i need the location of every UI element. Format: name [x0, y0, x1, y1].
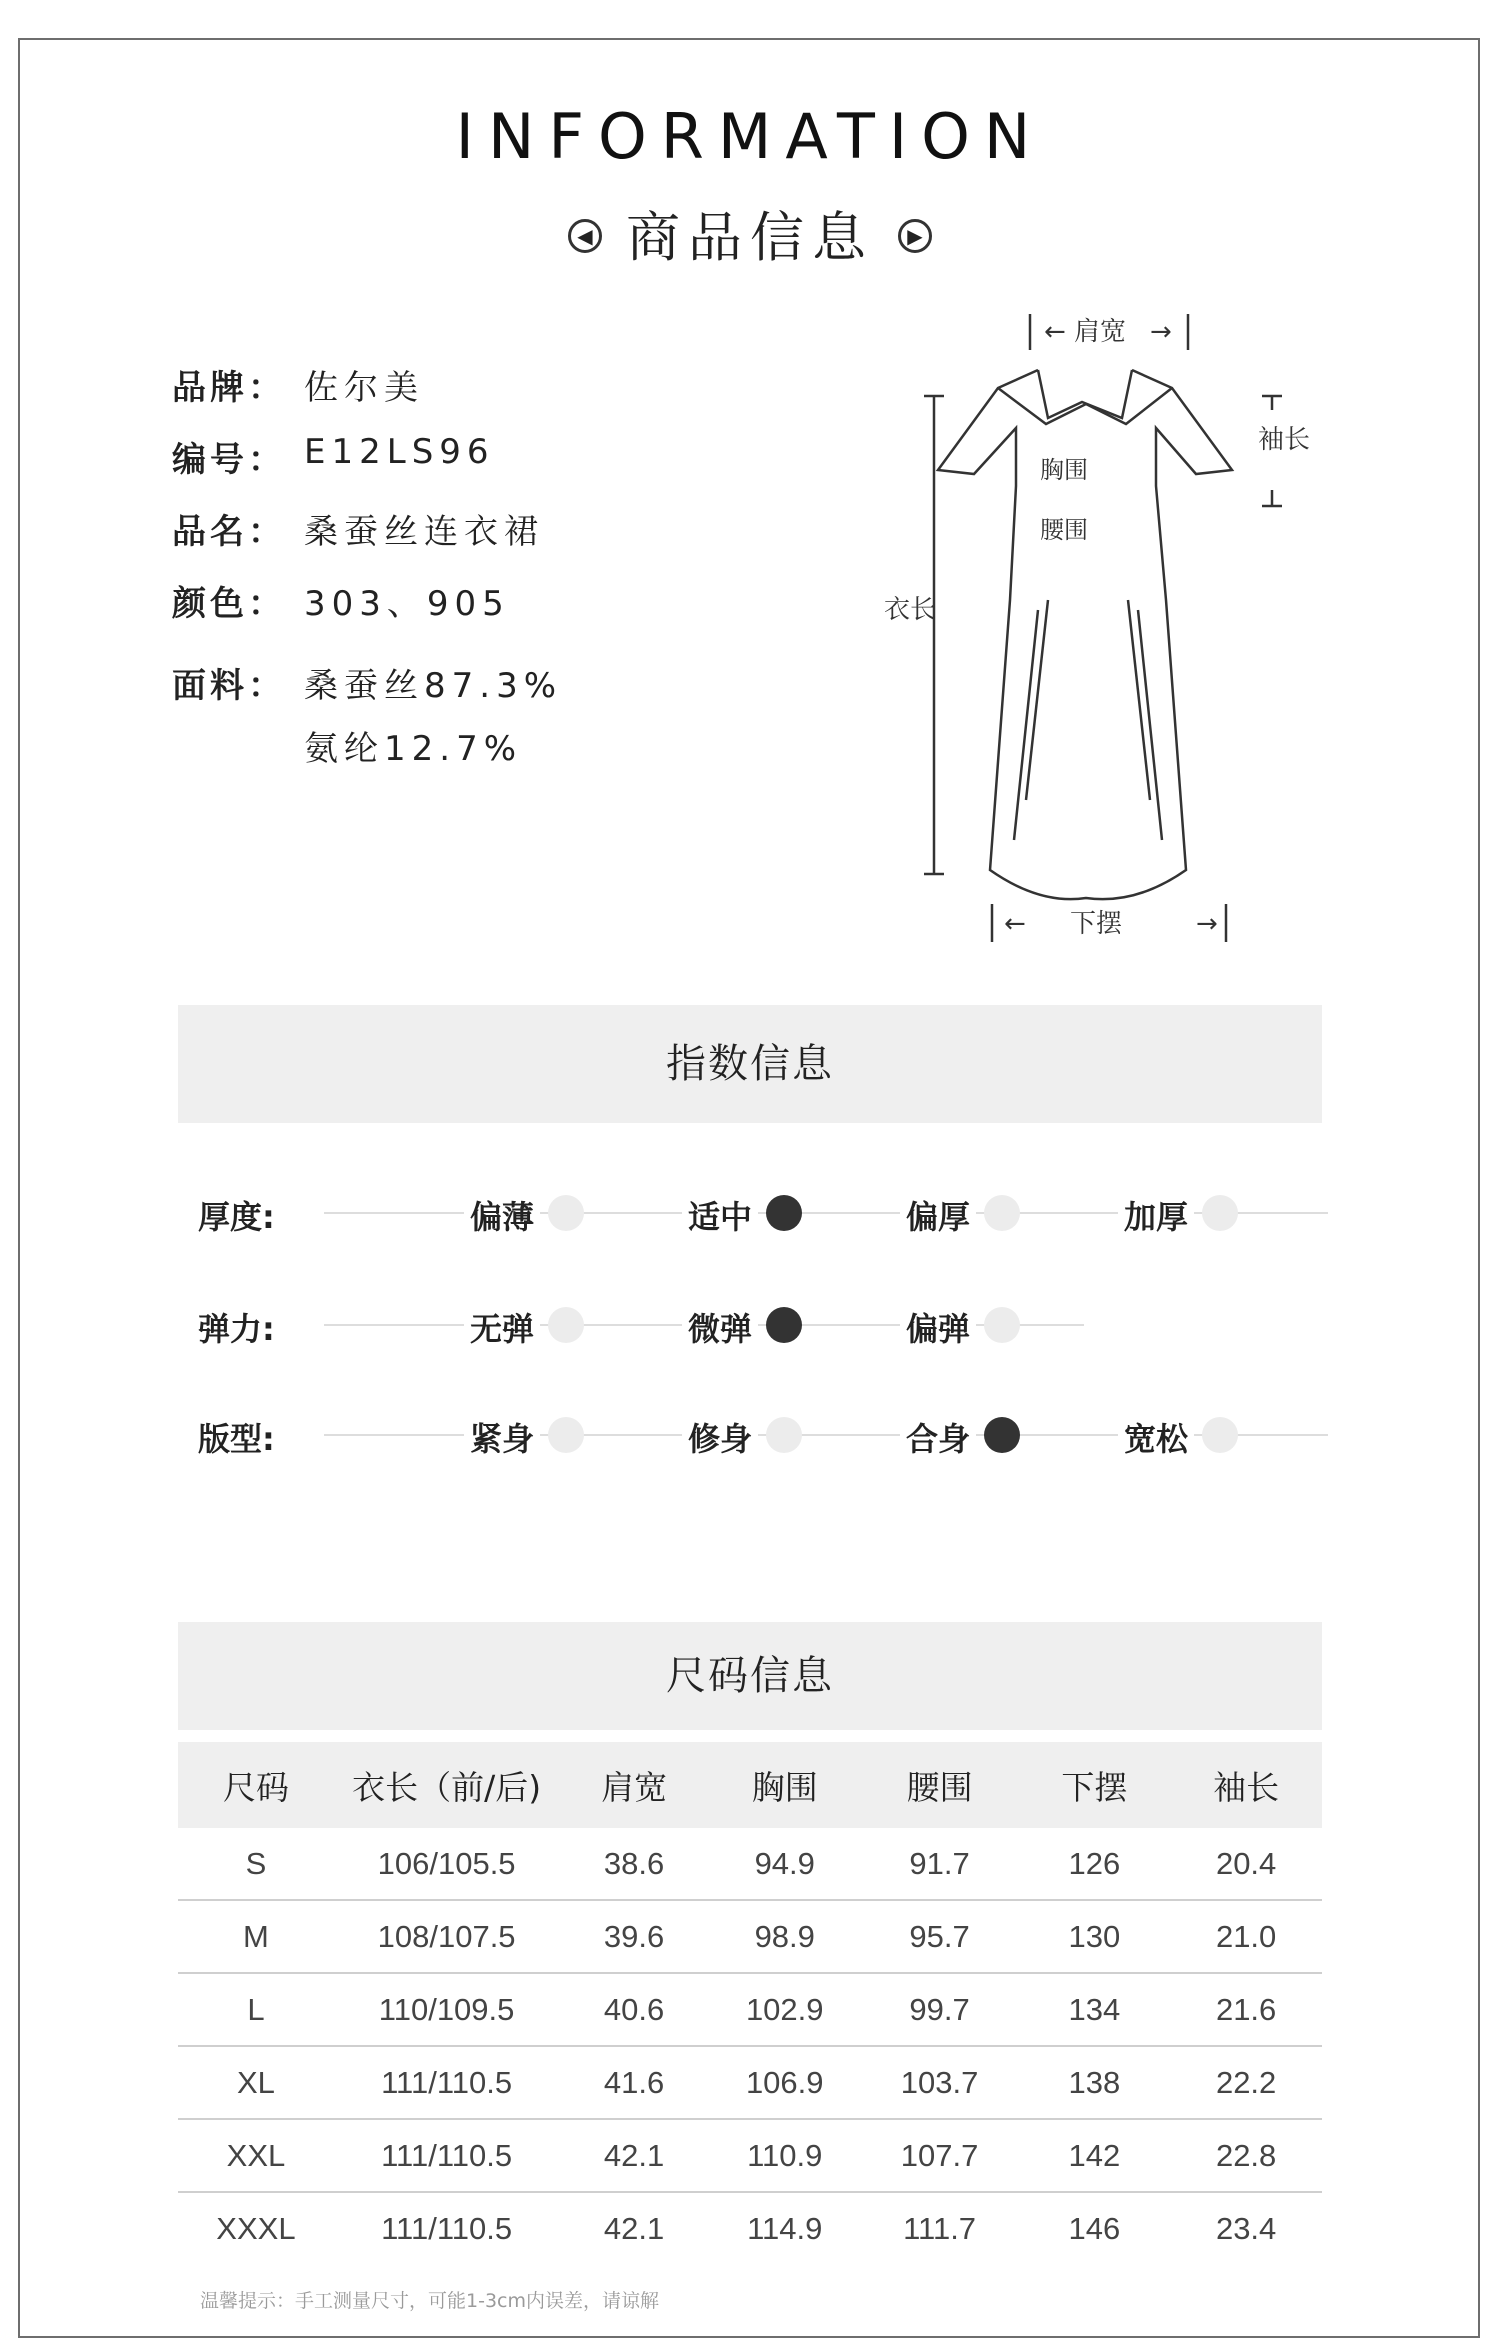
hem-arrow-left: ← [1004, 909, 1026, 939]
size-table-header-cell: 胸围 [709, 1742, 861, 1828]
table-cell: 42.1 [603, 2210, 665, 2246]
selected-dot-icon [766, 1307, 802, 1343]
table-cell: 108/107.5 [334, 1900, 559, 1973]
chest-label: 胸围 [1040, 456, 1088, 484]
size-table-header-cell: 衣长（前/后) [334, 1742, 559, 1828]
table-cell: 21.6 [1170, 1973, 1322, 2046]
table-row [178, 1900, 1322, 1973]
unselected-dot-icon [1202, 1417, 1238, 1453]
fabric-value [304, 658, 562, 770]
index-option-label: 修身 [682, 1414, 758, 1460]
table-cell: 94.9 [709, 1828, 861, 1900]
fabric-label: 面料： [172, 666, 286, 706]
name-value: 桑蚕丝连衣裙 [304, 512, 544, 552]
unselected-dot-icon [984, 1195, 1020, 1231]
table-cell: 22.8 [1170, 2119, 1322, 2192]
table-cell: 111/110.5 [334, 2119, 559, 2192]
right-arrow-icon: ▶ [898, 219, 932, 253]
size-section-header: 尺码信息 [178, 1622, 1322, 1730]
index-row-label: 厚度: [198, 1198, 275, 1236]
table-cell: 111.7 [903, 2210, 977, 2246]
table-cell: L [178, 1973, 334, 2046]
table-cell: XXXL [216, 2210, 296, 2246]
table-cell: 138 [1019, 2046, 1171, 2119]
table-cell: 20.4 [1170, 1828, 1322, 1900]
selected-dot-icon [984, 1417, 1020, 1453]
table-cell: 98.9 [709, 1900, 861, 1973]
left-arrow-icon: ◀ [568, 219, 602, 253]
index-row [198, 1300, 1328, 1350]
table-row [178, 1973, 1322, 2046]
size-table-header [178, 1742, 1322, 1828]
color-row [172, 576, 562, 648]
index-option-label: 偏薄 [464, 1192, 540, 1238]
index-row-label: 弹力: [198, 1310, 275, 1348]
size-table-header-cell: 袖长 [1170, 1742, 1322, 1828]
color-label: 颜色： [172, 584, 286, 624]
index-option-label: 无弹 [464, 1304, 540, 1350]
unselected-dot-icon [548, 1417, 584, 1453]
table-cell: 99.7 [861, 1973, 1019, 2046]
size-table-header-cell: 下摆 [1019, 1742, 1171, 1828]
table-cell: 142 [1019, 2119, 1171, 2192]
index-option-label: 偏弹 [900, 1304, 976, 1350]
unselected-dot-icon [548, 1307, 584, 1343]
table-cell: 126 [1019, 1828, 1171, 1900]
table-cell: 146 [1068, 2210, 1121, 2246]
brand-value: 佐尔美 [304, 368, 424, 408]
table-cell: XL [178, 2046, 334, 2119]
index-row-label: 版型: [198, 1420, 275, 1458]
shoulder-arrow-right: → [1150, 317, 1172, 347]
size-table-header-cell: 肩宽 [559, 1742, 709, 1828]
table-cell: 38.6 [559, 1828, 709, 1900]
index-option-label: 合身 [900, 1414, 976, 1460]
size-table-header-cell: 腰围 [861, 1742, 1019, 1828]
size-table [178, 1742, 1322, 2264]
table-row [178, 1828, 1322, 1900]
table-row [178, 2119, 1322, 2192]
table-cell: 95.7 [861, 1900, 1019, 1973]
table-cell: 106.9 [709, 2046, 861, 2119]
table-cell: 41.6 [559, 2046, 709, 2119]
table-cell: 106/105.5 [334, 1828, 559, 1900]
index-row [198, 1188, 1328, 1238]
title-cn-text: 商品信息 [626, 206, 874, 269]
shoulder-arrow-left: ← [1044, 317, 1066, 347]
length-label: 衣长 [884, 595, 937, 625]
code-row [172, 432, 562, 504]
table-cell: 22.2 [1170, 2046, 1322, 2119]
table-cell: 107.7 [861, 2119, 1019, 2192]
unselected-dot-icon [548, 1195, 584, 1231]
fabric-row [172, 658, 563, 769]
table-row [178, 2192, 1322, 2264]
selected-dot-icon [766, 1195, 802, 1231]
index-row [198, 1410, 1328, 1460]
size-table-header-cell: 尺码 [178, 1742, 334, 1828]
unselected-dot-icon [1202, 1195, 1238, 1231]
measurement-note: 温馨提示：手工测量尺寸，可能1-3cm内误差，请谅解 [200, 2290, 659, 2312]
product-info [172, 360, 563, 769]
index-option-label: 加厚 [1118, 1192, 1194, 1238]
table-cell: 102.9 [709, 1973, 861, 2046]
table-cell: 111/110.5 [334, 2046, 559, 2119]
code-value: E12LS96 [304, 432, 495, 472]
index-section-header: 指数信息 [178, 1005, 1322, 1123]
fabric-line-2: 氨纶12.7% [304, 729, 523, 769]
waist-label: 腰围 [1040, 516, 1088, 544]
dress-diagram [870, 300, 1310, 960]
table-cell: 21.0 [1170, 1900, 1322, 1973]
unselected-dot-icon [766, 1417, 802, 1453]
index-option-label: 宽松 [1118, 1414, 1194, 1460]
table-cell: 39.6 [559, 1900, 709, 1973]
table-cell: 134 [1019, 1973, 1171, 2046]
shoulder-label: 肩宽 [1074, 317, 1127, 347]
page-title-en: INFORMATION [455, 100, 1045, 173]
hem-arrow-right: → [1196, 909, 1218, 939]
color-value: 303、905 [304, 584, 510, 624]
index-option-label: 紧身 [464, 1414, 540, 1460]
table-cell: S [178, 1828, 334, 1900]
sleeve-label: 袖长 [1258, 425, 1310, 455]
table-cell: 91.7 [861, 1828, 1019, 1900]
table-cell: 110.9 [709, 2119, 861, 2192]
index-option-label: 偏厚 [900, 1192, 976, 1238]
brand-label: 品牌： [172, 368, 286, 408]
brand-row [172, 360, 562, 432]
hem-label: 下摆 [1070, 909, 1123, 939]
table-cell: 111/110.5 [381, 2210, 513, 2246]
table-cell: 40.6 [559, 1973, 709, 2046]
unselected-dot-icon [984, 1307, 1020, 1343]
index-option-label: 适中 [682, 1192, 758, 1238]
table-cell: M [178, 1900, 334, 1973]
name-label: 品名： [172, 512, 286, 552]
table-cell: 42.1 [559, 2119, 709, 2192]
name-row [172, 504, 562, 576]
table-row [178, 2046, 1322, 2119]
index-option-label: 微弹 [682, 1304, 758, 1350]
table-cell: 110/109.5 [334, 1973, 559, 2046]
table-cell: XXL [178, 2119, 334, 2192]
code-label: 编号： [172, 440, 286, 480]
table-cell: 23.4 [1215, 2210, 1277, 2246]
fabric-line-1: 桑蚕丝87.3% [304, 666, 563, 706]
table-cell: 114.9 [747, 2210, 823, 2246]
table-cell: 130 [1019, 1900, 1171, 1973]
page-title-cn [0, 195, 1500, 272]
table-cell: 103.7 [861, 2046, 1019, 2119]
